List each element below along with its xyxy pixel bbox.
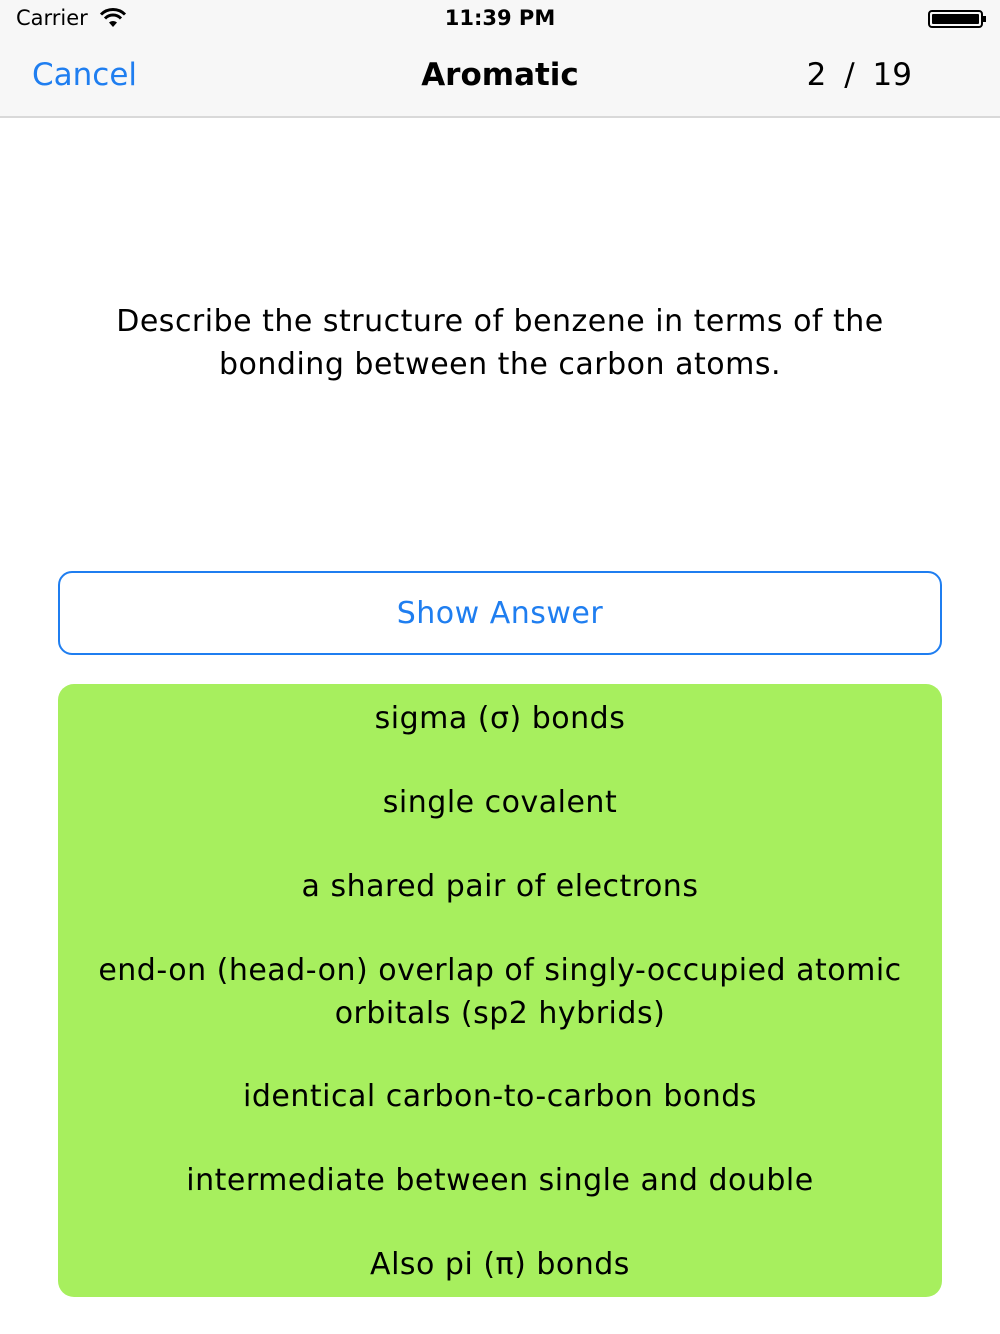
carrier-label: Carrier [16,6,88,30]
show-answer-button[interactable]: Show Answer [58,571,942,655]
answer-panel [58,684,942,1297]
status-bar [0,0,1000,40]
navigation-bar [0,40,1000,118]
question-text: Describe the structure of benzene in terms of the bonding between the carbon atoms. [116,304,884,382]
status-time: 11:39 PM [444,6,556,30]
answer-item: a shared pair of electrons [301,869,699,904]
answer-item: sigma (σ) bonds [374,701,626,736]
page-title: Aromatic [421,57,579,93]
card-counter: 2 / 19 [806,57,912,93]
answer-item: identical carbon-to-carbon bonds [243,1079,757,1114]
battery-icon [928,9,988,29]
answer-item: intermediate between single and double [186,1163,814,1198]
answer-item: Also pi (π) bonds [370,1247,630,1282]
answer-item: end-on (head-on) overlap of singly-occupied atomic orbitals (sp2 hybrids) [98,953,902,1031]
cancel-button[interactable]: Cancel [32,57,138,93]
answer-item: single covalent [382,785,618,820]
